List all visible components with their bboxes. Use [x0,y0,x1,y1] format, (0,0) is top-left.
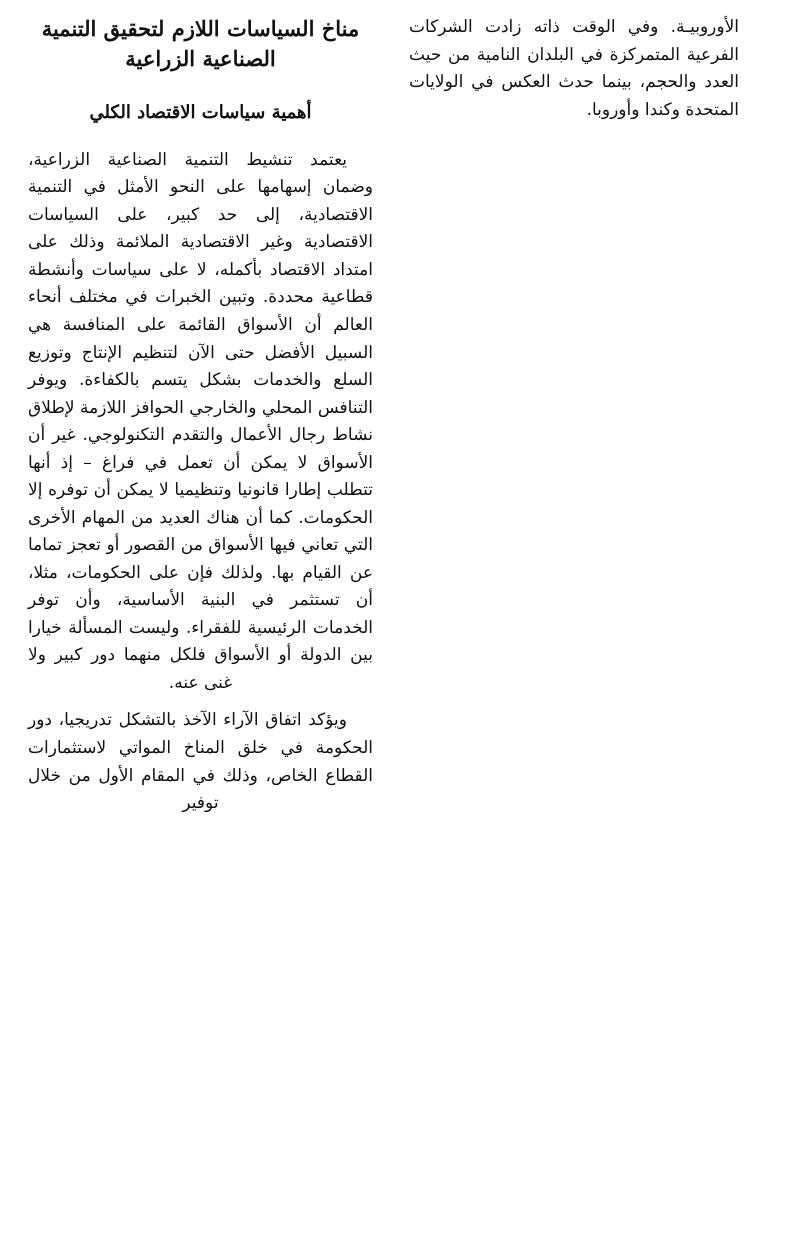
column-left [409,14,739,134]
page-title: مناخ السياسات اللازم لتحقيق التنمية الصناعية الزراعية [41,16,360,71]
section-heading: أهمية سياسات الاقتصاد الكلي [89,101,312,123]
column-right [28,14,373,828]
paragraph: ويؤكد اتفاق الآراء الآخذ بالتشكل تدريجيا، دور الحكومة في خلق المناخ المواتي لاستثمارات القطاع الخاص، وذلك في المقام الأول من خلال توفير [28,710,373,814]
paragraph: الأوروبيـة. وفي الوقت ذاته زادت الشركات الفرعية المتمركزة في البلدان النامية من حيث العدد والحجم، بينما حدث العكس في الولايات المتحدة وكندا وأوروبا. [409,17,739,120]
paragraph: يعتمد تنشيط التنمية الصناعية الزراعية، وضمان إسهامها على النحو الأمثل في التنمية الاقتصادية، إلى حد كبير، على السياسات الاقتصادية وغير الاقتصادية الملائمة وذلك على امتداد الاقتصاد بأكمله، لا على سياسات وأنشطة قطاعية محددة. وتبين الخبرات في مختلف أنحاء العالم أن الأسواق القائمة على المنافسة هي السبيل الأفضل حتى الآن لتنظيم الإنتاج وتوزيع السلع والخدمات بشكل يتسم بالكفاءة. ويوفر التنافس المحلي والخارجي الحوافز اللازمة لإطلاق نشاط رجال الأعمال والتقدم التكنولوجي. غير أن الأسواق لا يمكن أن تعمل في فراغ – إذ أنها تتطلب إطارا قانونيا وتنظيميا لا يمكن أن توفره إلا الحكومات. كما أن هناك العديد من المهام الأخرى التي تعاني فيها الأسواق من القصور أو تعجز تماما عن القيام بها. ولذلك فإن على الحكومات، مثلا، أن تستثمر في البنية الأساسية، وأن توفر الخدمات الرئيسية للفقراء. وليست المسألة خيارا بين الدولة أو الأسواق فلكل منهما دور كبير ولا غنى عنه. [28,149,373,693]
